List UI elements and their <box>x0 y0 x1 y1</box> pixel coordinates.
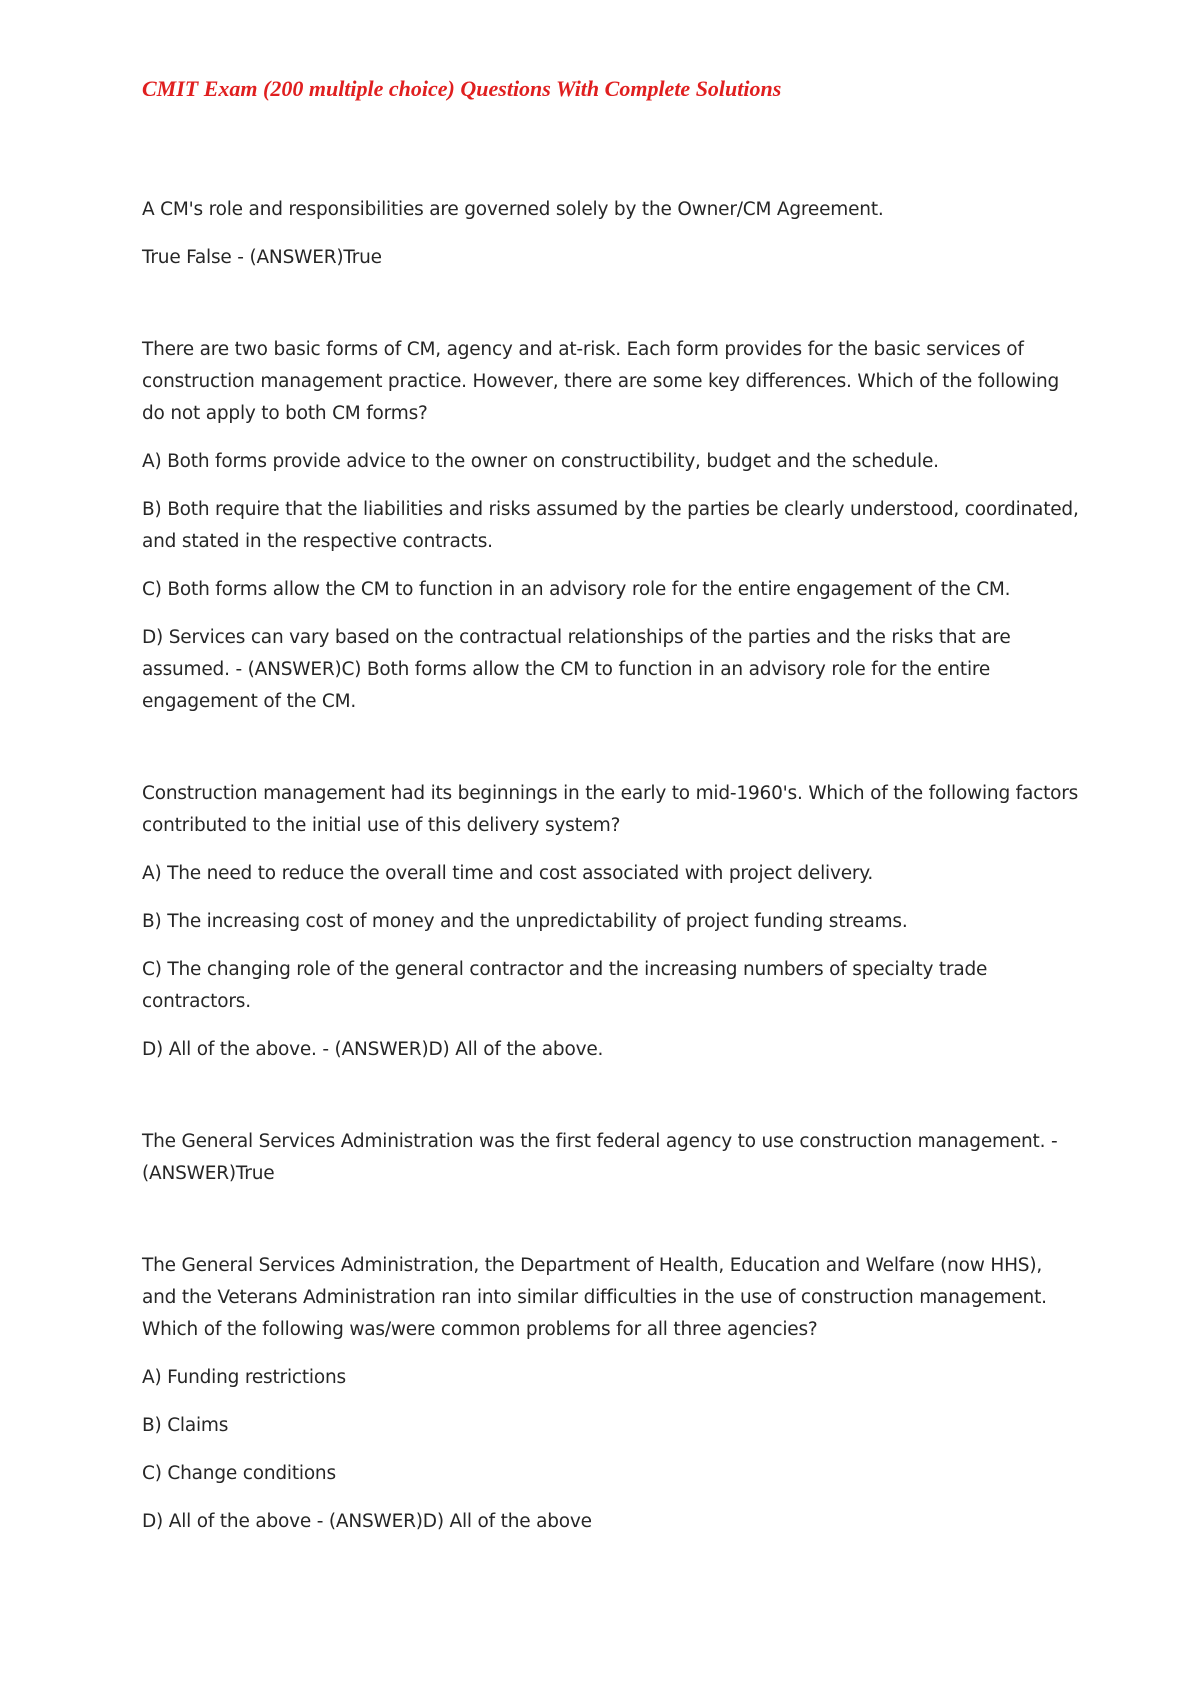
question-3 <box>142 778 1080 1066</box>
question-3-option-c: C) The changing role of the general contractor and the increasing numbers of specialty trade contractors. <box>142 959 988 1012</box>
question-2-text: There are two basic forms of CM, agency and at-risk. Each form provides for the basic services of construction management practice. However, there are some key differences. Which of the following do not apply to both CM forms? <box>142 339 1060 424</box>
question-5-option-d-answer: D) All of the above - (ANSWER)D) All of the above <box>142 1511 592 1532</box>
question-2-option-b: B) Both require that the liabilities and risks assumed by the parties be clearly understood, coordinated, and stated in the respective contracts. <box>142 499 1079 552</box>
question-2-option-a: A) Both forms provide advice to the owner on constructibility, budget and the schedule. <box>142 451 939 472</box>
question-5-option-b: B) Claims <box>142 1415 229 1436</box>
question-5 <box>142 1250 1080 1538</box>
question-5-text: The General Services Administration, the Department of Health, Education and Welfare (now HHS), and the Veterans Administration ran into similar difficulties in the use of construction management. Which of the following was/were common problems for all three agencies? <box>142 1255 1047 1340</box>
question-4-text-answer: The General Services Administration was the first federal agency to use construction management. - (ANSWER)True <box>142 1131 1058 1184</box>
question-1 <box>142 194 1080 274</box>
question-2-option-d-answer: D) Services can vary based on the contractual relationships of the parties and the risks that are assumed. - (ANSWER)C) Both forms allow the CM to function in an advisory role for the entire engagement of the CM. <box>142 627 1011 712</box>
question-3-text: Construction management had its beginnings in the early to mid-1960's. Which of the following factors contributed to the initial use of this delivery system? <box>142 783 1079 836</box>
question-1-text: A CM's role and responsibilities are governed solely by the Owner/CM Agreement. <box>142 199 884 220</box>
question-2-option-c: C) Both forms allow the CM to function in an advisory role for the entire engagement of the CM. <box>142 579 1011 600</box>
question-5-option-a: A) Funding restrictions <box>142 1367 346 1388</box>
question-1-answer: True False - (ANSWER)True <box>142 247 382 268</box>
question-4 <box>142 1126 1080 1190</box>
question-3-option-d-answer: D) All of the above. - (ANSWER)D) All of the above. <box>142 1039 604 1060</box>
question-5-option-c: C) Change conditions <box>142 1463 336 1484</box>
question-3-option-a: A) The need to reduce the overall time and cost associated with project delivery. <box>142 863 874 884</box>
question-3-option-b: B) The increasing cost of money and the unpredictability of project funding streams. <box>142 911 908 932</box>
question-2 <box>142 334 1080 718</box>
document-title: CMIT Exam (200 multiple choice) Questions With Complete Solutions <box>142 76 782 101</box>
